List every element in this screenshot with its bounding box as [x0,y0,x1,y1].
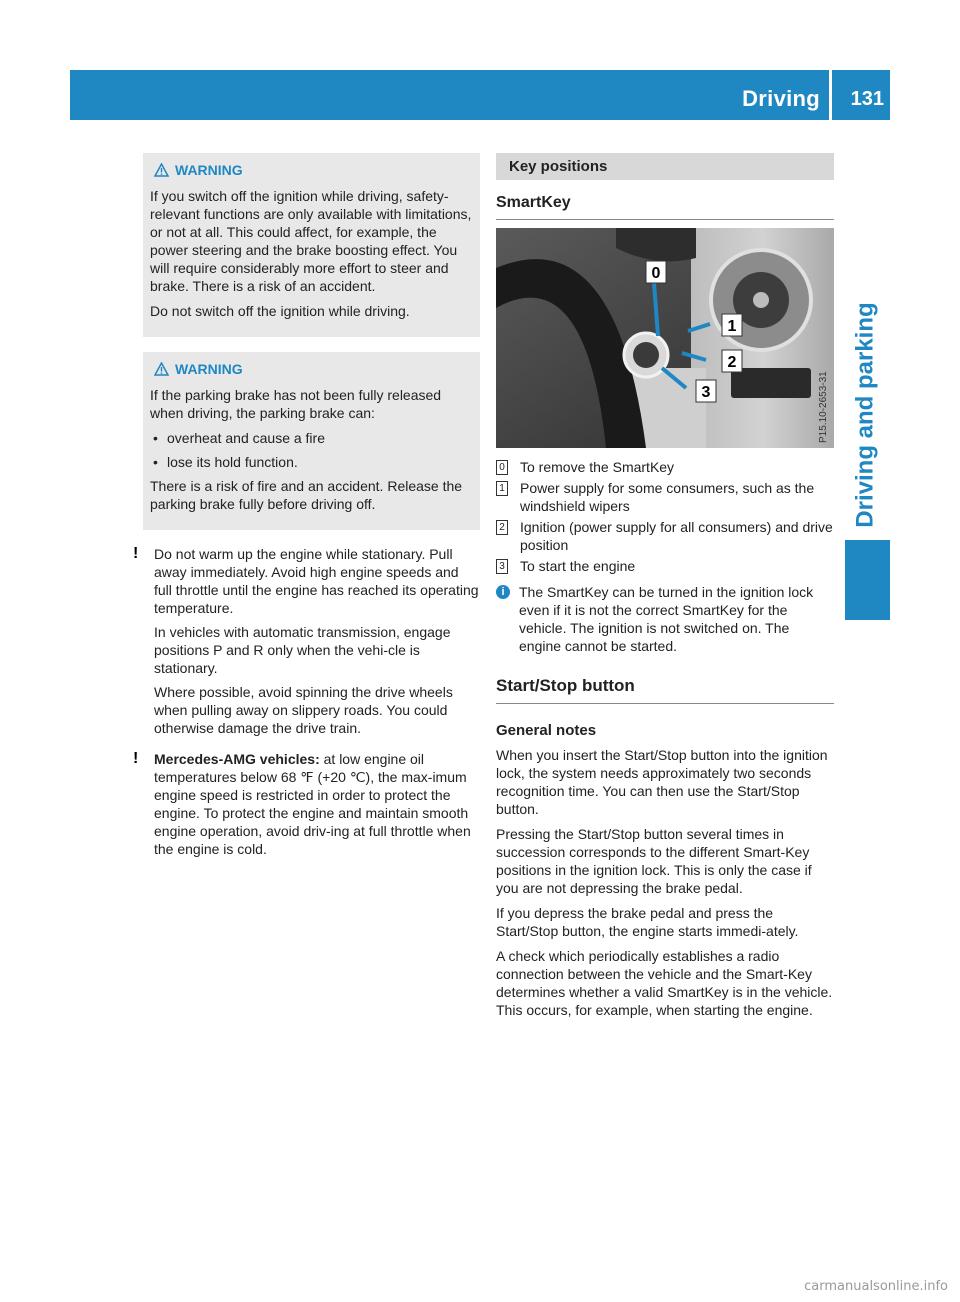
warning-text: Do not switch off the ignition while driving. [150,303,410,319]
side-tab [842,300,890,530]
legend-item [496,479,834,515]
left-column [133,153,480,871]
info-text: The SmartKey can be turned in the ignition lock even if it is not the correct SmartKey for the vehicle. The ignition is not switched on. The engine cannot be started. [519,584,814,654]
warning-heading [154,360,473,378]
list-item-text: lose its hold function. [167,454,298,470]
position-label-1: 1 [727,318,737,335]
list-item [153,453,473,471]
note-text: In vehicles with automatic transmission, engage positions P and R only when the vehi-cle is stationary. [154,624,451,676]
info-icon: i [496,585,510,599]
page-number: 131 [850,88,884,110]
legend-text: To start the engine [520,558,636,574]
caution-note-warmup [133,545,480,743]
body-text: If you depress the brake pedal and press the Start/Stop button, the engine starts immedi-ately. [496,905,799,939]
body-text: Pressing the Start/Stop button several times in succession corresponds to the different Smart-Key positions in the ignition lock. This is only the case if you are not depressing the brake pedal. [496,826,812,896]
page-header-bar [70,70,890,120]
caution-icon: ! [133,545,139,562]
section-title: Key positions [496,153,834,180]
warning-triangle-icon [154,163,169,177]
list-item-text: overheat and cause a fire [167,430,325,446]
side-tab-marker [845,540,890,620]
warning-text: There is a risk of fire and an accident. Release the parking brake fully before driving off. [150,478,463,512]
note-text: Do not warm up the engine while stationary. Pull away immediately. Avoid high engine speeds and full throttle until the engine has reached its operating temperature. [154,546,479,616]
legend-text: Ignition (power supply for all consumers) and drive position [520,519,833,553]
chapter-title: Driving [742,86,820,111]
ignition-lock-illustration [496,228,834,448]
legend-item [496,557,834,575]
warning-text: If the parking brake has not been fully released when driving, the parking brake can: [150,387,442,421]
list-item [153,429,473,447]
warning-heading [154,161,473,179]
subsection-title: Start/Stop button [496,677,834,704]
general-notes-title: General notes [496,722,597,739]
legend-number: 2 [496,520,508,535]
warning-label: WARNING [175,162,243,178]
bullet-icon: • [153,430,158,446]
warning-triangle-icon [154,362,169,376]
header-divider [829,70,832,120]
warning-box-ignition [143,153,480,337]
position-label-2: 2 [727,354,737,371]
note-bold-lead: Mercedes-AMG vehicles: [154,751,320,767]
legend-number: 1 [496,481,508,496]
position-label-3: 3 [701,384,711,401]
warning-box-parking-brake [143,352,480,530]
info-note [496,583,834,655]
bullet-icon: • [153,454,158,470]
legend-text: To remove the SmartKey [520,459,675,475]
note-text: at low engine oil temperatures below 68 ℉ (+20 ℃), the max-imum engine speed is restricted in order to protect the engine. To protect the engine and maintain smooth engine operation, avoid driv-ing at full throttle when the engine is cold. [154,751,471,857]
side-tab-label: Driving and parking [852,302,879,528]
legend-number: 0 [496,460,508,475]
body-text: When you insert the Start/Stop button into the ignition lock, the system needs approximately two seconds recognition time. You can then use the Start/Stop button. [496,747,828,817]
position-label-0: 0 [651,265,661,282]
legend-item [496,518,834,554]
figure-code: P15.10-2653-31 [818,371,829,443]
subsection-title: SmartKey [496,190,834,220]
legend-item [496,458,834,476]
body-text: A check which periodically establishes a radio connection between the vehicle and the Smart-Key determines whether a valid SmartKey is in the vehicle. This occurs, for example, when starting the engine. [496,948,833,1018]
right-column [496,153,834,1026]
warning-text: If you switch off the ignition while driving, safety-relevant functions are only available with limitations, or not at all. This could affect, for example, the power steering and the brake boosting effect. You will require considerably more effort to steer and brake. There is a risk of an accident. [150,188,472,294]
note-text: Where possible, avoid spinning the drive wheels when pulling away on slippery roads. You could otherwise damage the drive train. [154,684,453,736]
watermark: carmanualsonline.info [804,1279,948,1294]
legend-number: 3 [496,559,508,574]
caution-icon: ! [133,750,139,767]
caution-note-amg [133,750,480,864]
ignition-lock-photo [496,228,834,448]
warning-label: WARNING [175,361,243,377]
legend-text: Power supply for some consumers, such as the windshield wipers [520,480,815,514]
